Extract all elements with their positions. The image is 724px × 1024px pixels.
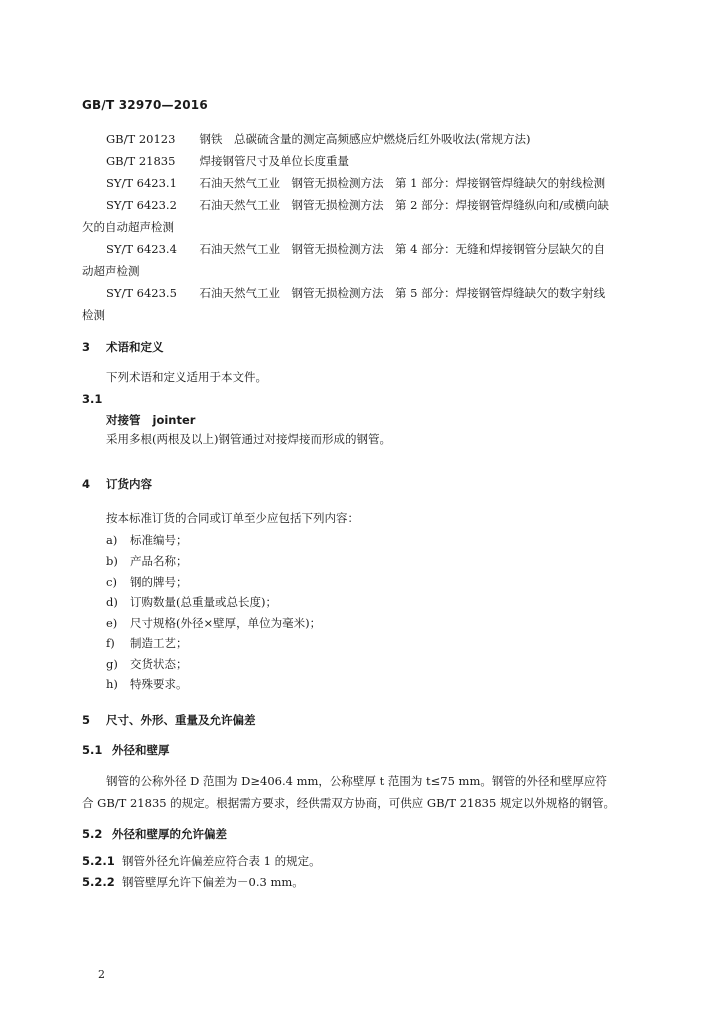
reference-title-continued: 动超声检测 [82,264,140,278]
reference-entry [82,128,652,150]
list-marker: f) [106,636,115,650]
list-text: 钢的牌号； [130,575,188,589]
reference-entry [82,238,652,282]
list-item [106,635,188,651]
section-number: 5 [82,713,91,727]
list-text: 制造工艺； [130,636,188,650]
reference-title: 石油天然气工业 钢管无损检测方法 第 1 部分：焊接钢管焊缝缺欠的射线检测 [199,176,606,190]
term-number: 3.1 [82,392,103,406]
reference-title-continued: 欠的自动超声检测 [82,220,174,234]
subsection-heading [82,826,227,842]
section-title: 尺寸、外形、重量及允许偏差 [106,713,256,727]
list-text: 标准编号； [130,533,188,547]
reference-title: 石油天然气工业 钢管无损检测方法 第 2 部分：焊接钢管焊缝纵向和/或横向缺 [199,198,609,212]
subsection-number: 5.1 [82,743,103,757]
section-title: 术语和定义 [106,340,164,354]
section-heading [82,339,164,355]
list-text: 交货状态； [130,657,188,671]
subsection-title: 外径和壁厚的允许偏差 [112,827,227,841]
clause-number: 5.2.1 [82,854,115,868]
term-english: jointer [152,413,196,427]
reference-entry [82,172,652,194]
reference-entry [82,150,652,172]
list-item [106,532,188,548]
reference-code: GB/T 21835 [106,154,176,168]
list-text: 订购数量(总重量或总长度)； [130,595,277,609]
clause-number: 5.2.2 [82,875,115,889]
list-text: 特殊要求。 [130,677,188,691]
list-marker: d) [106,595,118,609]
list-marker: g) [106,657,118,671]
reference-code: SY/T 6423.4 [106,242,177,256]
reference-code: GB/T 20123 [106,132,176,146]
list-marker: c) [106,575,117,589]
reference-title: 焊接钢管尺寸及单位长度重量 [199,154,349,168]
section-heading [82,712,256,728]
reference-code: SY/T 6423.2 [106,198,177,212]
reference-title-continued: 检测 [82,308,105,322]
standard-number-header: GB/T 32970—2016 [82,98,208,112]
list-marker: b) [106,554,118,568]
clause [82,853,321,869]
section-intro: 下列术语和定义适用于本文件。 [106,370,267,384]
list-marker: a) [106,533,118,547]
reference-code: SY/T 6423.5 [106,286,177,300]
reference-title: 钢铁 总碳硫含量的测定高频感应炉燃烧后红外吸收法(常规方法) [199,132,531,146]
clause-text: 钢管外径允许偏差应符合表 1 的规定。 [122,854,321,868]
list-marker: h) [106,677,118,691]
section-title: 订货内容 [106,477,152,491]
list-item [106,553,188,569]
section-intro: 按本标准订货的合同或订单至少应包括下列内容： [106,511,359,525]
list-item [106,594,277,610]
subsection-title: 外径和壁厚 [112,743,170,757]
clause [82,874,304,890]
subsection-heading [82,742,170,758]
clause-text: 钢管壁厚允许下偏差为－0.3 mm。 [122,875,304,889]
list-item [106,676,188,692]
subsection-number: 5.2 [82,827,103,841]
list-marker: e) [106,616,118,630]
page-number: 2 [98,968,105,981]
section-number: 4 [82,477,91,491]
section-heading [82,476,152,492]
subsection-paragraph [82,770,650,814]
list-item [106,574,188,590]
reference-title: 石油天然气工业 钢管无损检测方法 第 4 部分：无缝和焊接钢管分层缺欠的自 [199,242,606,256]
section-number: 3 [82,340,91,354]
list-text: 尺寸规格(外径×壁厚，单位为毫米)； [130,616,322,630]
reference-entry [82,194,652,238]
reference-code: SY/T 6423.1 [106,176,177,190]
list-item [106,656,188,672]
reference-title: 石油天然气工业 钢管无损检测方法 第 5 部分：焊接钢管焊缝缺欠的数字射线 [199,286,606,300]
list-item [106,615,321,631]
term-chinese: 对接管 [106,413,141,427]
reference-entry [82,282,652,326]
term-definition: 采用多根(两根及以上)钢管通过对接焊接而形成的钢管。 [106,432,391,446]
term-heading [106,412,195,428]
paragraph-line: 合 GB/T 21835 的规定。根据需方要求，经供需双方协商，可供应 GB/T 21835 规定以外规格的钢管。 [82,796,615,810]
paragraph-line: 钢管的公称外径 D 范围为 D≥406.4 mm，公称壁厚 t 范围为 t≤75 mm。钢管的外径和壁厚应符 [106,774,607,788]
list-text: 产品名称； [130,554,188,568]
